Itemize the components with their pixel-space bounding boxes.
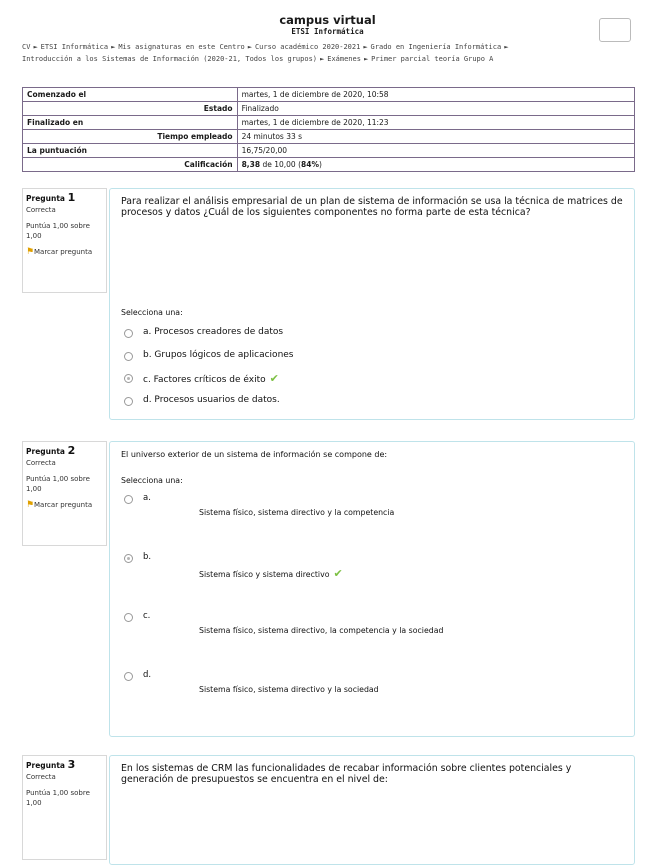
answer-option-label: c. Factores críticos de éxito <box>143 375 266 385</box>
flag-question-button[interactable] <box>26 247 106 257</box>
attempt-summary-table <box>22 87 635 172</box>
site-header <box>0 0 655 37</box>
time-label: Tiempo empleado <box>23 130 238 144</box>
radio-button[interactable] <box>124 495 133 504</box>
answer-option-label: a. Procesos creadores de datos <box>143 327 284 337</box>
question-number-value: 1 <box>67 191 76 204</box>
question-state: Correcta <box>26 206 56 214</box>
answer-option-letter: d. <box>143 670 152 680</box>
breadcrumb-item-course[interactable]: Introducción a los Sistemas de Información (2020-21, Todos los grupos) <box>22 55 318 63</box>
question-content <box>109 441 635 737</box>
answer-option-letter: a. <box>143 493 151 503</box>
answer-option-label-wrap <box>143 567 623 580</box>
breadcrumb-separator-icon: ► <box>247 43 252 51</box>
question-info <box>22 755 107 860</box>
table-row <box>23 130 635 144</box>
site-title[interactable]: campus virtual <box>279 13 376 27</box>
time-value: 24 minutos 33 s <box>237 130 634 144</box>
question-number <box>26 760 106 771</box>
question-info <box>22 441 107 546</box>
answer-option-b[interactable] <box>121 350 623 360</box>
radio-button[interactable] <box>124 397 133 406</box>
question-text: En los sistemas de CRM las funcionalidades de recabar información sobre clientes potenciales y generación de presupuestos se encuentra en el nivel de: <box>121 763 572 785</box>
breadcrumb <box>22 41 622 65</box>
answer-option-label: Sistema físico, sistema directivo, la competencia y la sociedad <box>199 626 444 635</box>
radio-button-selected[interactable] <box>124 554 133 563</box>
table-row <box>23 144 635 158</box>
question-text: El universo exterior de un sistema de información se compone de: <box>121 450 388 459</box>
state-value: Finalizado <box>237 102 634 116</box>
answer-option-letter: b. <box>143 552 152 562</box>
flag-question-label: Marcar pregunta <box>34 501 93 509</box>
question-text: Para realizar el análisis empresarial de un plan de sistema de información se usa la técnica de matrices de procesos y datos ¿Cuál de los siguientes componentes no forma parte de esta técnica? <box>121 196 623 218</box>
answer-option-letter: c. <box>143 611 151 621</box>
breadcrumb-item-degree[interactable]: Grado en Ingeniería Informática <box>370 43 502 51</box>
breadcrumb-item-my-courses[interactable]: Mis asignaturas en este Centro <box>118 43 245 51</box>
answer-option-a[interactable] <box>121 493 623 517</box>
question-grade: Puntúa 1,00 sobre 1,00 <box>26 789 90 807</box>
question-grade: Puntúa 1,00 sobre 1,00 <box>26 475 90 493</box>
started-label: Comenzado el <box>23 88 238 102</box>
table-row <box>23 158 635 172</box>
answer-option-b[interactable] <box>121 552 623 580</box>
flag-question-button[interactable] <box>26 500 106 510</box>
points-value: 16,75/20,00 <box>237 144 634 158</box>
radio-button-selected[interactable] <box>124 374 133 383</box>
flag-icon: ⚑ <box>26 500 35 510</box>
user-menu-button[interactable] <box>599 18 631 42</box>
table-row <box>23 116 635 130</box>
breadcrumb-separator-icon: ► <box>111 43 116 51</box>
check-icon: ✔ <box>269 372 279 385</box>
question-number-value: 3 <box>67 758 76 771</box>
question-content <box>109 755 635 865</box>
answer-option-label: Sistema físico, sistema directivo y la sociedad <box>199 685 379 694</box>
breadcrumb-item-quiz[interactable]: Primer parcial teoría Grupo A <box>371 55 494 63</box>
radio-button[interactable] <box>124 613 133 622</box>
question-label: Pregunta <box>26 447 65 456</box>
answer-option-label: Sistema físico y sistema directivo <box>199 570 330 579</box>
breadcrumb-separator-icon: ► <box>320 55 325 63</box>
table-row <box>23 102 635 116</box>
breadcrumb-separator-icon: ► <box>363 55 369 63</box>
question-number <box>26 446 106 457</box>
question-info <box>22 188 107 293</box>
question-content <box>109 188 635 420</box>
breadcrumb-item-exams[interactable]: Exámenes <box>327 55 361 63</box>
answer-prompt: Selecciona una: <box>121 308 183 317</box>
answer-option-c[interactable] <box>121 372 623 385</box>
breadcrumb-item-etsi[interactable]: ETSI Informática <box>40 43 109 51</box>
points-label: La puntuación <box>23 144 238 158</box>
finished-value: martes, 1 de diciembre de 2020, 11:23 <box>237 116 634 130</box>
grade-value <box>237 158 634 172</box>
breadcrumb-item-year[interactable]: Curso académico 2020-2021 <box>254 43 361 51</box>
breadcrumb-item-cv[interactable]: CV <box>22 43 31 51</box>
breadcrumb-separator-icon: ► <box>504 43 509 51</box>
answer-option-c[interactable] <box>121 611 623 635</box>
check-icon: ✔ <box>333 567 343 580</box>
radio-button[interactable] <box>124 352 133 361</box>
breadcrumb-separator-icon: ► <box>363 43 368 51</box>
grade-percent: 84% <box>301 160 319 169</box>
question-number-value: 2 <box>67 444 76 457</box>
radio-button[interactable] <box>124 672 133 681</box>
flag-icon: ⚑ <box>26 247 35 257</box>
started-value: martes, 1 de diciembre de 2020, 10:58 <box>237 88 634 102</box>
grade-score: 8,38 <box>241 160 261 169</box>
finished-label: Finalizado en <box>23 116 238 130</box>
breadcrumb-separator-icon: ► <box>33 43 38 51</box>
question-grade: Puntúa 1,00 sobre 1,00 <box>26 222 90 240</box>
answer-option-label: d. Procesos usuarios de datos. <box>143 395 280 405</box>
answer-option-d[interactable] <box>121 395 623 405</box>
question-label: Pregunta <box>26 761 65 770</box>
answer-option-label: b. Grupos lógicos de aplicaciones <box>143 350 294 360</box>
question-number <box>26 193 106 204</box>
radio-button[interactable] <box>124 329 133 338</box>
question-label: Pregunta <box>26 194 65 203</box>
question-state: Correcta <box>26 773 56 781</box>
site-subtitle: ETSI Informática <box>291 27 364 36</box>
table-row <box>23 88 635 102</box>
flag-question-label: Marcar pregunta <box>34 248 93 256</box>
grade-close: ) <box>318 160 322 169</box>
answer-option-d[interactable] <box>121 670 623 694</box>
answer-prompt: Selecciona una: <box>121 476 183 485</box>
question-state: Correcta <box>26 459 56 467</box>
state-label: Estado <box>23 102 238 116</box>
grade-out-of: de 10,00 ( <box>260 160 302 169</box>
answer-option-label: Sistema físico, sistema directivo y la competencia <box>199 508 395 517</box>
grade-label: Calificación <box>23 158 238 172</box>
answer-option-a[interactable] <box>121 327 623 337</box>
